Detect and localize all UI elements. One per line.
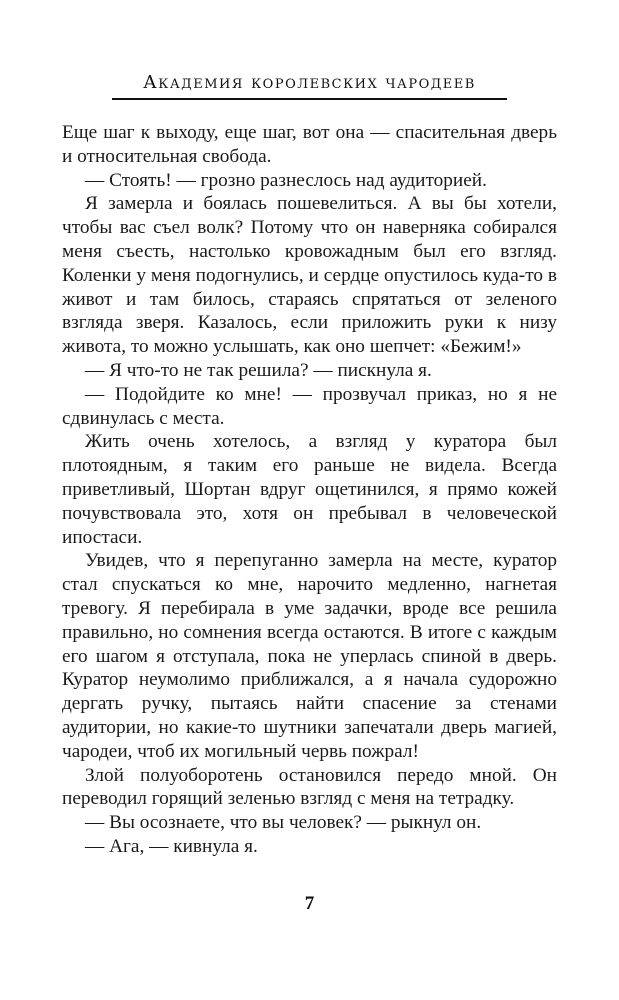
paragraph-10: — Ага, — кивнула я. (85, 835, 258, 857)
paragraph-4: — Я что-то не так решила? — пискнула я. (85, 359, 432, 381)
body-text (62, 121, 557, 859)
paragraph-9: — Вы осознаете, что вы человек? — рыкнул он. (85, 812, 482, 834)
page-number: 7 (304, 893, 315, 914)
paragraph-8: Злой полуоборотень остановился передо мной. Он переводил горящий зеленью взгляд с меня на тетрадку. (62, 764, 557, 810)
paragraph-6: Жить очень хотелось, а взгляд у куратора был плотоядным, я таким его раньше не видела. Всегда приветливый, Шортан вдруг ощетинился, я прямо кожей почувствовала это, хотя он пребывал в человеческой ипостаси. (62, 431, 557, 548)
paragraph-7: Увидев, что я перепуганно замерла на месте, куратор стал спускаться ко мне, нарочито медленно, нагнетая тревогу. Я перебирала в уме задачки, вроде все решила правильно, но сомнения всегда остаются. В итоге с каждым его шагом я отступала, пока не уперлась спиной в дверь. Куратор неумолимо приближался, а я начала судорожно дергать ручку, пытаясь найти спасение за стенами аудитории, но какие-то шутники запечатали дверь магией, чародеи, чтоб их могильный червь пожрал! (62, 550, 557, 762)
paragraph-1: Еще шаг к выходу, еще шаг, вот она — спасительная дверь и относительная свобода. (62, 122, 557, 167)
paragraph-2: — Стоять! — грозно разнеслось над аудиторией. (85, 169, 487, 191)
header-rule (112, 98, 507, 100)
running-title: Академия королевских чародеев (143, 72, 476, 93)
paragraph-5: — Подойдите ко мне! — прозвучал приказ, но я не сдвинулась с места. (62, 383, 557, 429)
running-head (0, 72, 619, 93)
paragraph-3: Я замерла и боялась пошевелиться. А вы бы хотели, чтобы вас съел волк? Потому что он наверняка собирался меня съесть, настолько кровожадным был его взгляд. Коленки у меня подогнулись, и сердце опустилось куда-то в живот и там билось, стараясь спрятаться от зеленого взгляда зверя. Казалось, если приложить руки к низу живота, то можно услышать, как оно шепчет: «Бежим!» (62, 193, 557, 358)
